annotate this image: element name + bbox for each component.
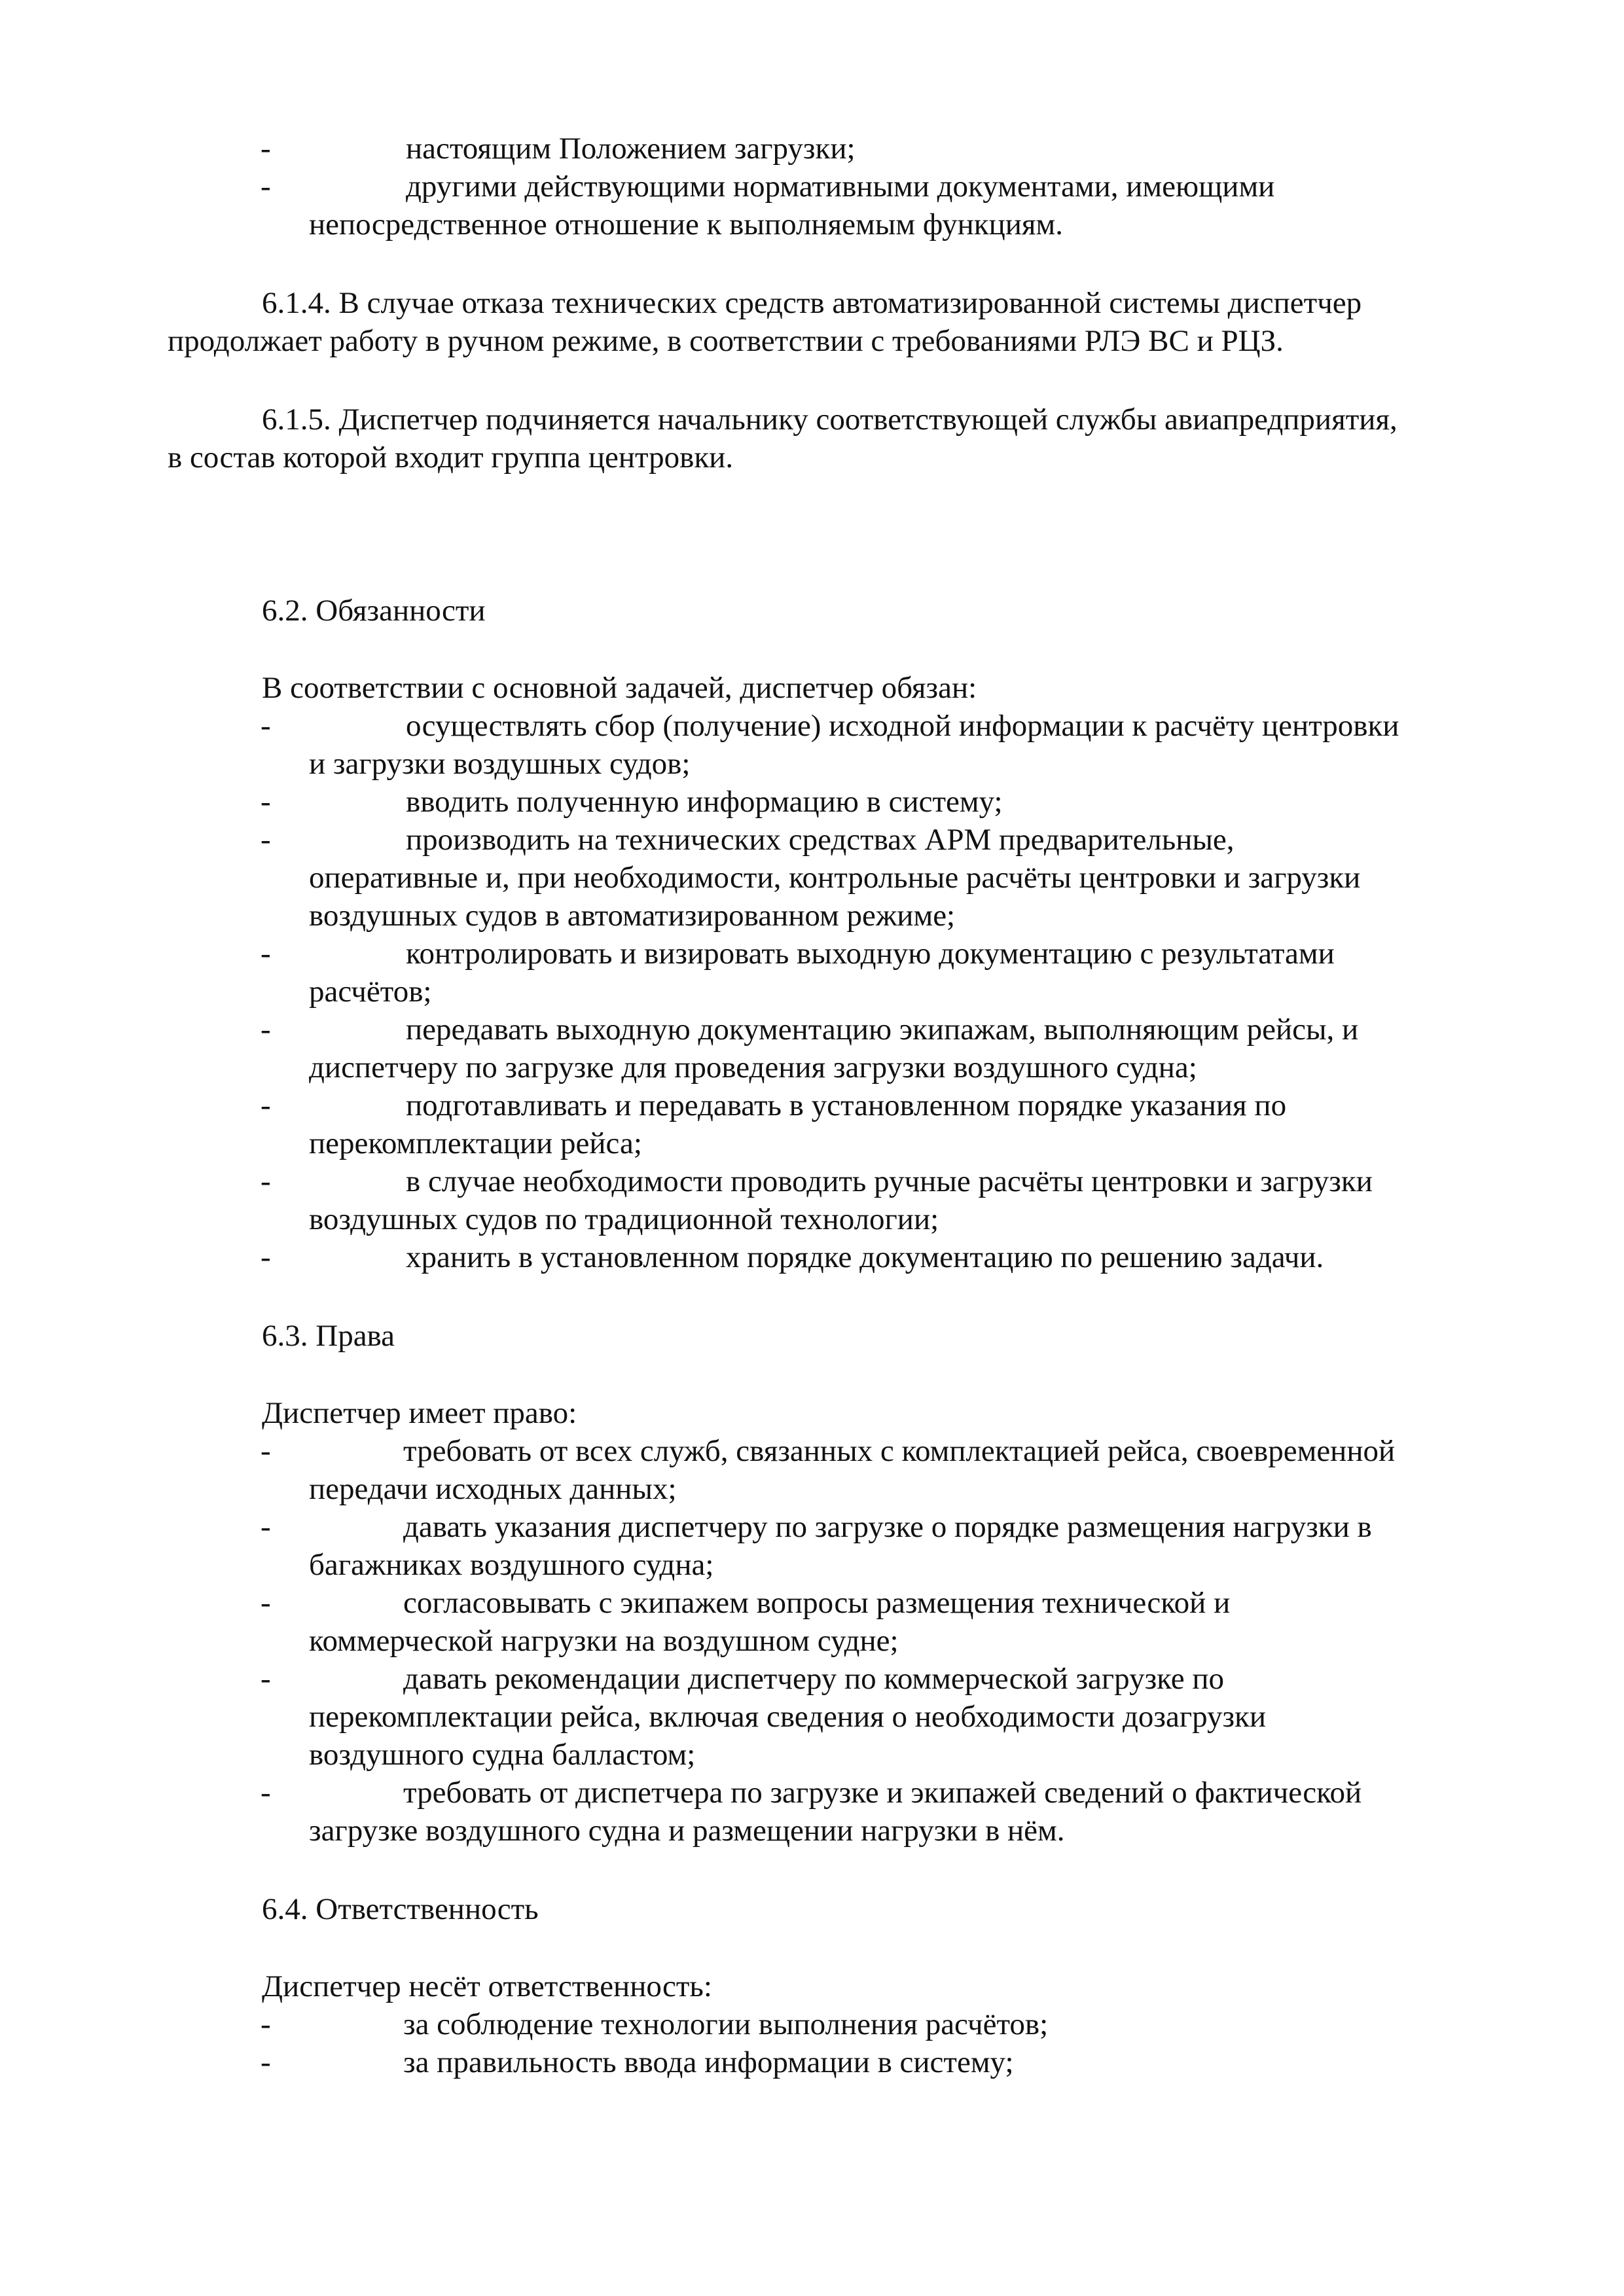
list-item-continuation: перекомплектации рейса, включая сведения о необходимости дозагрузки [309,1700,1267,1734]
section-heading-responsibility: 6.4. Ответственность [262,1892,539,1926]
list-item-continuation: воздушного судна балластом; [309,1738,696,1772]
list-item-continuation: непосредственное отношение к выполняемым функциям. [309,207,1064,242]
list-item: за правильность ввода информации в систему; [403,2045,1014,2079]
bullet-dash: - [261,1240,271,1274]
section-heading-duties: 6.2. Обязанности [262,594,486,628]
list-item: давать указания диспетчеру по загрузке о порядке размещения нагрузки в [403,1510,1372,1544]
list-item-continuation: коммерческой нагрузки на воздушном судне; [309,1624,899,1658]
list-item: производить на технических средствах АРМ предварительные, [406,823,1235,857]
list-item: контролировать и визировать выходную документацию с результатами [406,937,1335,971]
bullet-dash: - [261,2045,271,2079]
bullet-dash: - [261,1510,271,1544]
paragraph-6-1-4-line: 6.1.4. В случае отказа технических средств автоматизированной системы диспетчер [262,286,1362,320]
list-item-continuation: воздушных судов по традиционной технологии; [309,1202,939,1236]
section-heading-rights: 6.3. Права [262,1319,395,1353]
list-item-continuation: перекомплектации рейса; [309,1126,642,1160]
list-item-continuation: загрузке воздушного судна и размещении нагрузки в нём. [309,1814,1065,1848]
bullet-dash: - [261,1164,271,1198]
list-item: давать рекомендации диспетчеру по коммерческой загрузке по [403,1662,1225,1696]
bullet-dash: - [261,1662,271,1696]
list-item: в случае необходимости проводить ручные расчёты центровки и загрузки [406,1164,1373,1198]
list-item: требовать от диспетчера по загрузке и экипажей сведений о фактической [403,1776,1362,1810]
list-item: передавать выходную документацию экипажам, выполняющим рейсы, и [406,1013,1359,1047]
paragraph-6-1-4-line: продолжает работу в ручном режиме, в соответствии с требованиями РЛЭ ВС и РЦЗ. [168,324,1284,358]
list-item: хранить в установленном порядке документацию по решению задачи. [406,1240,1324,1274]
bullet-dash: - [261,1586,271,1620]
section-intro: Диспетчер имеет право: [262,1396,577,1430]
bullet-dash: - [261,1088,271,1122]
list-item: согласовывать с экипажем вопросы размещения технической и [403,1586,1231,1620]
list-item-continuation: воздушных судов в автоматизированном режиме; [309,899,956,933]
list-item-continuation: оперативные и, при необходимости, контрольные расчёты центровки и загрузки [309,861,1361,895]
list-item: вводить полученную информацию в систему; [406,785,1003,819]
list-item: настоящим Положением загрузки; [406,132,856,166]
section-intro: Диспетчер несёт ответственность: [262,1969,712,2003]
bullet-dash: - [261,1776,271,1810]
bullet-dash: - [261,132,271,166]
bullet-dash: - [261,170,271,204]
bullet-dash: - [261,785,271,819]
paragraph-6-1-5-line: в состав которой входит группа центровки. [168,440,734,475]
bullet-dash: - [261,709,271,743]
list-item: подготавливать и передавать в установленном порядке указания по [406,1088,1287,1122]
list-item: осуществлять сбор (получение) исходной информации к расчёту центровки [406,709,1399,743]
list-item: требовать от всех служб, связанных с комплектацией рейса, своевременной [403,1434,1396,1468]
section-intro: В соответствии с основной задачей, диспетчер обязан: [262,671,977,705]
bullet-dash: - [261,2007,271,2041]
bullet-dash: - [261,1013,271,1047]
bullet-dash: - [261,823,271,857]
bullet-dash: - [261,1434,271,1468]
list-item-continuation: и загрузки воздушных судов; [309,747,691,781]
list-item-continuation: диспетчеру по загрузке для проведения загрузки воздушного судна; [309,1050,1197,1085]
list-item: другими действующими нормативными документами, имеющими [406,170,1275,204]
bullet-dash: - [261,937,271,971]
list-item: за соблюдение технологии выполнения расчётов; [403,2007,1049,2041]
list-item-continuation: расчётов; [309,975,432,1009]
list-item-continuation: передачи исходных данных; [309,1472,677,1506]
list-item-continuation: багажниках воздушного судна; [309,1548,714,1582]
paragraph-6-1-5-line: 6.1.5. Диспетчер подчиняется начальнику соответствующей службы авиапредприятия, [262,403,1398,437]
